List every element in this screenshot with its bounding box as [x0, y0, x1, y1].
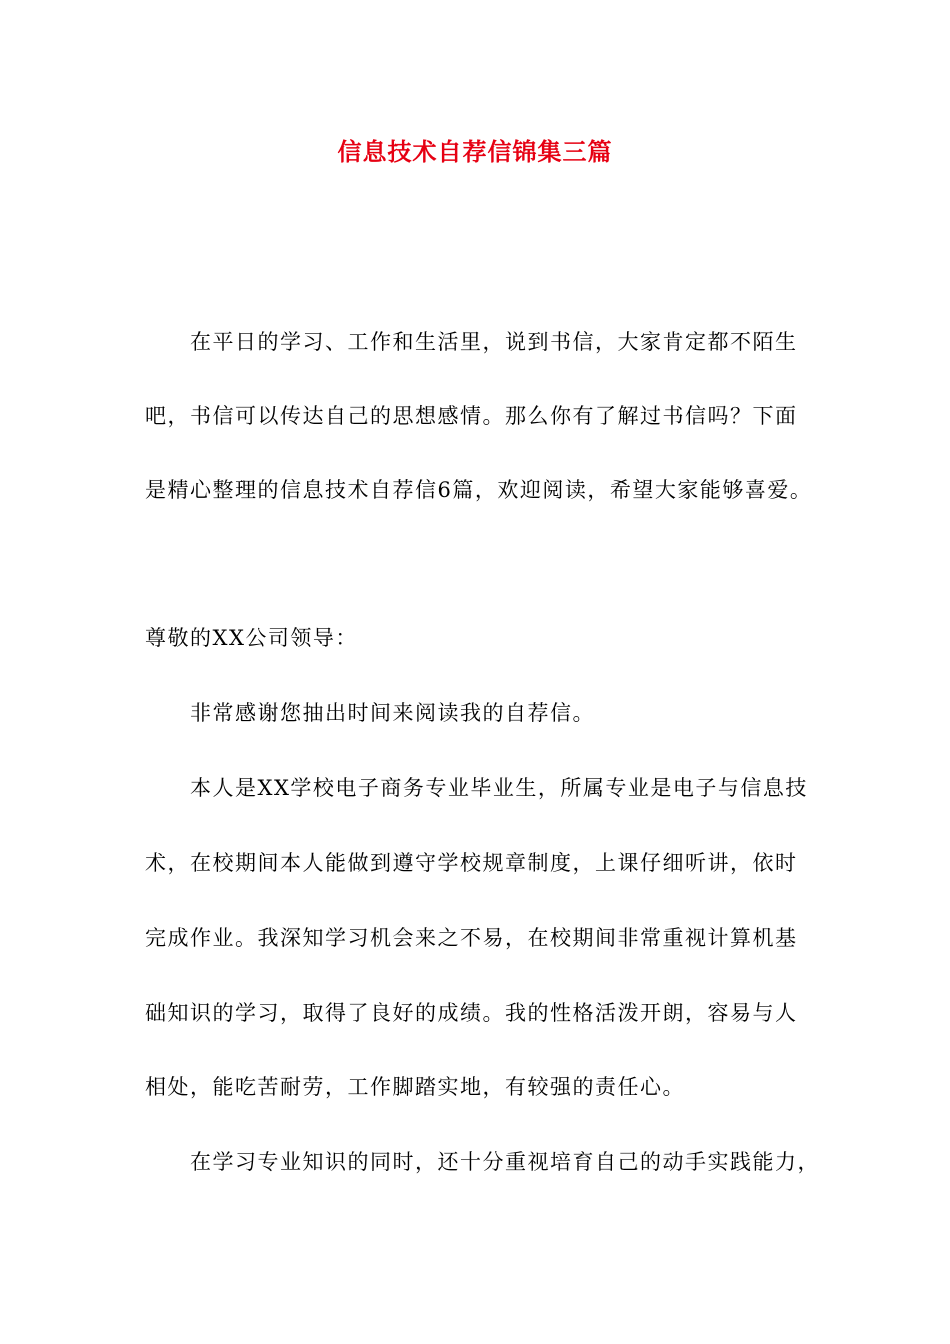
intro-line-3: 是精心整理的信息技术自荐信6篇，欢迎阅读，希望大家能够喜爱。 — [145, 478, 813, 502]
paragraph-2-line-5: 相处，能吃苦耐劳，工作脚踏实地，有较强的责任心。 — [145, 1075, 685, 1099]
intro-line-1: 在平日的学习、工作和生活里，说到书信，大家肯定都不陌生 — [190, 330, 798, 354]
paragraph-2-line-3: 完成作业。我深知学习机会来之不易，在校期间非常重视计算机基 — [145, 926, 798, 950]
intro-line-2: 吧，书信可以传达自己的思想感情。那么你有了解过书信吗？下面 — [145, 404, 798, 428]
paragraph-3-line-1: 在学习专业知识的同时，还十分重视培育自己的动手实践能力， — [190, 1150, 820, 1174]
paragraph-2-line-4: 础知识的学习，取得了良好的成绩。我的性格活泼开朗，容易与人 — [145, 1001, 798, 1025]
paragraph-1: 非常感谢您抽出时间来阅读我的自荐信。 — [190, 701, 595, 725]
paragraph-2-line-1: 本人是XX学校电子商务专业毕业生，所属专业是电子与信息技 — [190, 776, 808, 800]
paragraph-2-line-2: 术，在校期间本人能做到遵守学校规章制度，上课仔细听讲，依时 — [145, 851, 798, 875]
salutation: 尊敬的XX公司领导： — [145, 626, 358, 650]
document-title: 信息技术自荐信锦集三篇 — [337, 138, 613, 166]
